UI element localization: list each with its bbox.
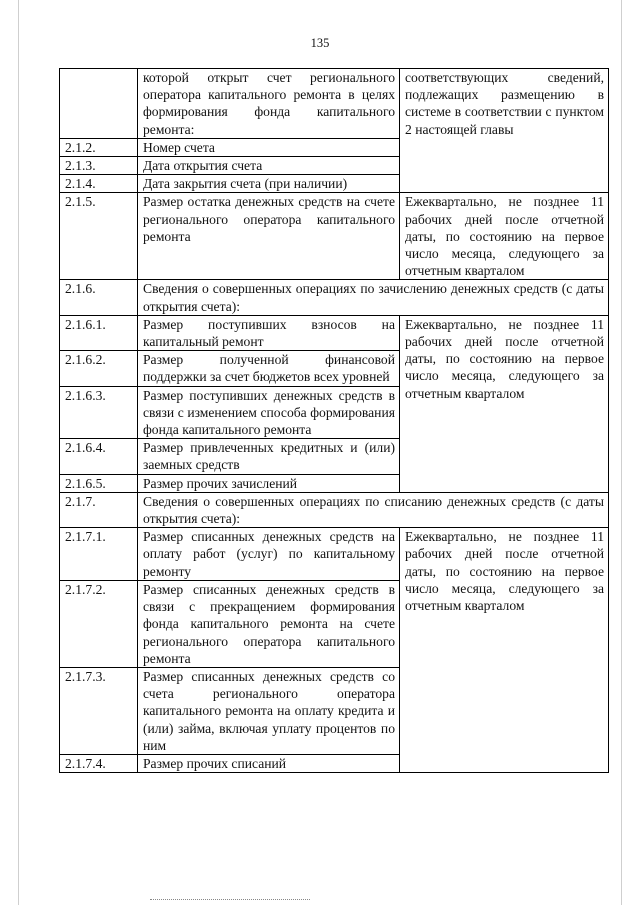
table-row [60, 280, 609, 315]
item-number: 2.1.5. [60, 193, 138, 280]
item-description: Размер остатка денежных средств на счете регионального оператора капитального ремонта [138, 193, 400, 280]
table-row [60, 193, 609, 280]
item-description: Размер прочих зачислений [138, 474, 400, 492]
item-description: Размер списанных денежных средств в связи с прекращением формирования фонда капитального ремонта на счете регионального оператора капитального ремонта [138, 580, 400, 667]
item-description: Размер прочих списаний [138, 754, 400, 772]
item-number: 2.1.7. [60, 492, 138, 527]
table-row [60, 69, 609, 139]
item-number: 2.1.6. [60, 280, 138, 315]
item-description: Размер привлеченных кредитных и (или) заемных средств [138, 439, 400, 474]
deadline-cell: Ежеквартально, не позднее 11 рабочих дней после отчетной даты, по состоянию на первое число месяца, следующего за отчетным кварталом [400, 193, 609, 280]
item-number: 2.1.3. [60, 157, 138, 175]
section-heading: Сведения о совершенных операциях по списанию денежных средств (с даты открытия счета): [138, 492, 609, 527]
item-number: 2.1.7.4. [60, 754, 138, 772]
item-number: 2.1.6.1. [60, 315, 138, 350]
table-row [60, 492, 609, 527]
deadline-cell: Ежеквартально, не позднее 11 рабочих дней после отчетной даты, по состоянию на первое число месяца, следующего за отчетным кварталом [400, 315, 609, 492]
item-description: Размер поступивших денежных средств в связи с изменением способа формирования фонда капитального ремонта [138, 386, 400, 439]
item-number: 2.1.6.2. [60, 351, 138, 386]
bottom-scan-line [150, 899, 310, 900]
item-number: 2.1.6.4. [60, 439, 138, 474]
page-number: 135 [310, 36, 330, 50]
item-description: Дата закрытия счета (при наличии) [138, 175, 400, 193]
item-description: Размер списанных денежных средств на оплату работ (услуг) по капитальному ремонту [138, 528, 400, 581]
item-number: 2.1.7.1. [60, 528, 138, 581]
item-number: 2.1.7.2. [60, 580, 138, 667]
requirements-table [59, 68, 609, 773]
item-description: Размер списанных денежных средств со счета регионального оператора капитального ремонта на оплату кредита и (или) займа, включая уплату процентов по ним [138, 667, 400, 754]
table-row [60, 528, 609, 581]
table-row [60, 315, 609, 350]
item-description: которой открыт счет регионального оператора капитального ремонта в целях формирования фонда капитального ремонта: [138, 69, 400, 139]
item-number: 2.1.6.3. [60, 386, 138, 439]
item-description: Дата открытия счета [138, 157, 400, 175]
deadline-cell: соответствующих сведений, подлежащих размещению в системе в соответствии с пунктом 2 настоящей главы [400, 69, 609, 193]
item-description: Номер счета [138, 138, 400, 156]
item-number: 2.1.6.5. [60, 474, 138, 492]
item-description: Размер полученной финансовой поддержки за счет бюджетов всех уровней [138, 351, 400, 386]
item-description: Размер поступивших взносов на капитальный ремонт [138, 315, 400, 350]
item-number [60, 69, 138, 139]
item-number: 2.1.2. [60, 138, 138, 156]
item-number: 2.1.4. [60, 175, 138, 193]
deadline-cell: Ежеквартально, не позднее 11 рабочих дней после отчетной даты, по состоянию на первое число месяца, следующего за отчетным кварталом [400, 528, 609, 773]
section-heading: Сведения о совершенных операциях по зачислению денежных средств (с даты открытия счета): [138, 280, 609, 315]
item-number: 2.1.7.3. [60, 667, 138, 754]
